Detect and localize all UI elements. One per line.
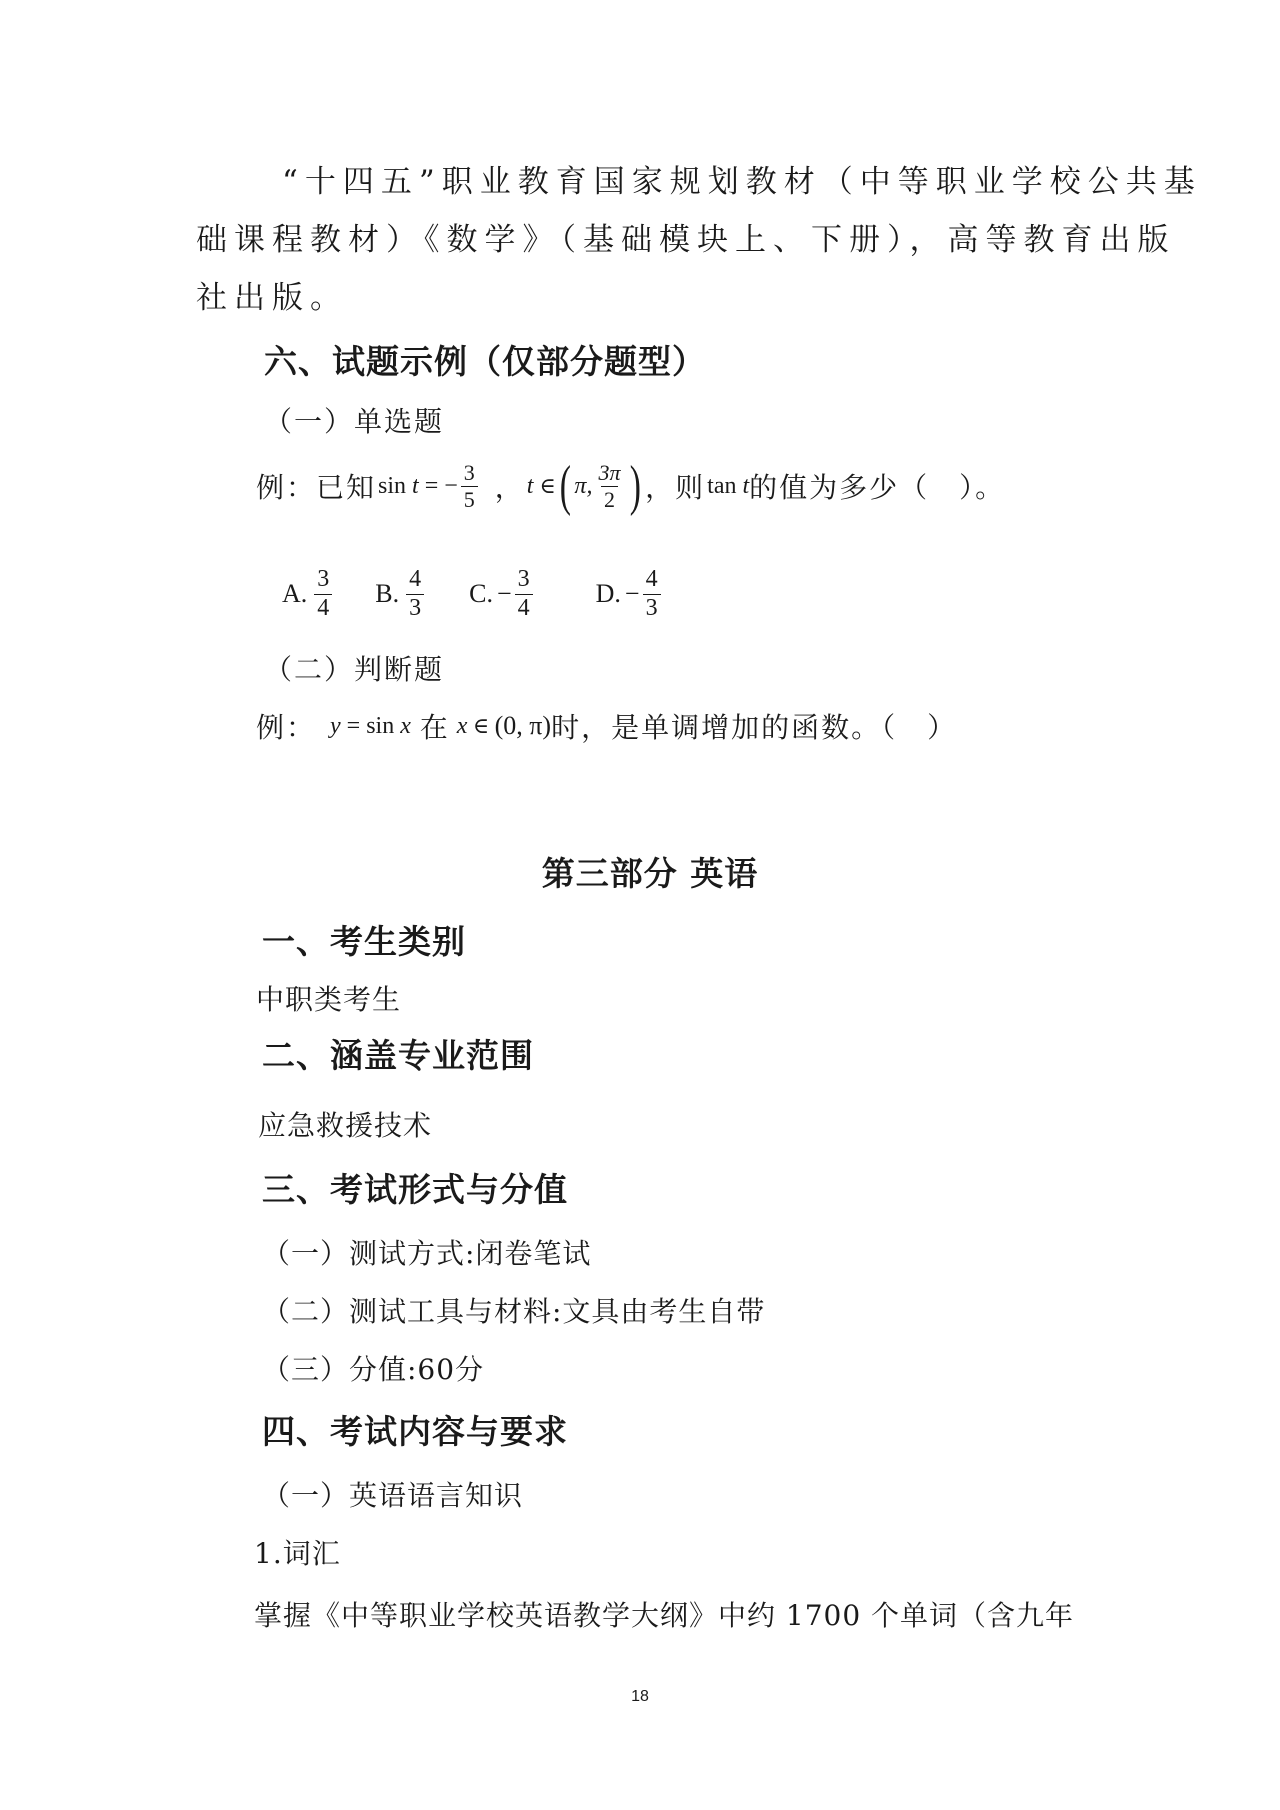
fraction-numerator: 4 — [645, 566, 658, 592]
right-paren: ) — [630, 455, 642, 517]
candidate-type-text: 中职类考生 — [256, 983, 402, 1016]
section-heading-sample-questions: 六、试题示例（仅部分题型） — [264, 342, 706, 381]
fraction-numerator: 3 — [317, 566, 330, 592]
zai-text: 在 — [410, 711, 457, 744]
exam-format-item-2: （二）测试工具与材料:文具由考生自带 — [262, 1295, 766, 1328]
var-x-2: x — [456, 712, 468, 739]
fraction-numerator: 3 — [463, 460, 475, 486]
example-prefix: 例： — [256, 711, 317, 744]
option-fraction — [515, 566, 533, 622]
example-suffix: 的值为多少（ ）。 — [749, 471, 1006, 504]
option-fraction — [643, 566, 661, 622]
part-title: 第三部分 英语 — [541, 854, 759, 893]
fraction-3-5 — [461, 460, 478, 512]
option-sign: − — [496, 579, 512, 609]
exam-format-item-3: （三）分值:60分 — [262, 1353, 485, 1386]
option-a — [282, 566, 335, 622]
answer-options — [282, 566, 664, 622]
comma: ， — [494, 471, 523, 504]
equals-minus: = − — [424, 472, 458, 499]
example-prefix: 例：已知 — [256, 471, 377, 504]
subsection-language-knowledge: （一）英语语言知识 — [262, 1479, 524, 1512]
fraction-numerator: 4 — [409, 566, 422, 592]
fraction-denominator: 4 — [515, 594, 533, 623]
fraction-numerator: 3 — [517, 566, 530, 592]
option-sign: − — [624, 579, 640, 609]
fraction-3pi-2 — [595, 460, 623, 512]
heading-exam-content: 四、考试内容与要求 — [262, 1412, 568, 1451]
fraction-denominator: 4 — [314, 594, 332, 623]
true-false-example — [256, 706, 957, 746]
option-label: A. — [282, 579, 308, 609]
option-fraction — [406, 566, 424, 622]
option-b — [375, 566, 427, 622]
var-t: t — [412, 472, 419, 499]
example-suffix: 时，是单调增加的函数。（ ） — [551, 711, 958, 744]
var-t-3: t — [742, 472, 750, 499]
option-d — [596, 566, 664, 622]
heading-majors: 二、涵盖专业范围 — [262, 1036, 534, 1075]
var-t-2: t — [526, 472, 534, 499]
var-x: x — [400, 712, 411, 739]
exam-format-item-1: （一）测试方式:闭卷笔试 — [262, 1237, 592, 1270]
subsection-single-choice: （一）单选题 — [264, 405, 445, 438]
interval: (0, π) — [494, 711, 552, 740]
sin-func: sin — [378, 472, 407, 499]
subsection-true-false: （二）判断题 — [264, 653, 445, 686]
var-y: y — [330, 712, 341, 739]
page-number: 18 — [631, 1688, 649, 1705]
element-of: ∈ — [467, 713, 495, 738]
option-label: D. — [595, 579, 621, 609]
paragraph-line-3: 社出版。 — [196, 280, 348, 316]
vocabulary-text: 掌握《中等职业学校英语教学大纲》中约 1700 个单词（含九年 — [254, 1599, 1075, 1632]
option-fraction — [314, 566, 332, 622]
equals-sin: = sin — [340, 712, 401, 739]
fraction-denominator: 3 — [406, 594, 424, 623]
heading-exam-format: 三、考试形式与分值 — [262, 1170, 568, 1209]
then-text: ，则 — [645, 471, 706, 504]
fraction-numerator: 3π — [598, 460, 621, 486]
element-of: ∈ — [539, 473, 556, 498]
left-paren: ( — [559, 455, 571, 517]
tan-func: tan — [707, 472, 737, 499]
pi-comma: π, — [574, 472, 593, 499]
heading-candidate-type: 一、考生类别 — [262, 922, 466, 961]
paragraph-line-2: 础课程教材）《数学》（基础模块上、下册），高等教育出版 — [196, 222, 1176, 258]
option-label: C. — [469, 579, 493, 609]
majors-text: 应急救援技术 — [258, 1109, 433, 1142]
option-c — [469, 566, 536, 622]
paragraph-line-1: “十四五”职业教育国家规划教材（中等职业学校公共基 — [282, 164, 1202, 200]
single-choice-example — [256, 455, 1006, 517]
fraction-denominator: 5 — [461, 486, 478, 512]
sub-item-vocabulary: 1.词汇 — [254, 1537, 341, 1570]
fraction-denominator: 2 — [601, 486, 618, 512]
fraction-denominator: 3 — [643, 594, 661, 623]
option-label: B. — [375, 579, 400, 609]
